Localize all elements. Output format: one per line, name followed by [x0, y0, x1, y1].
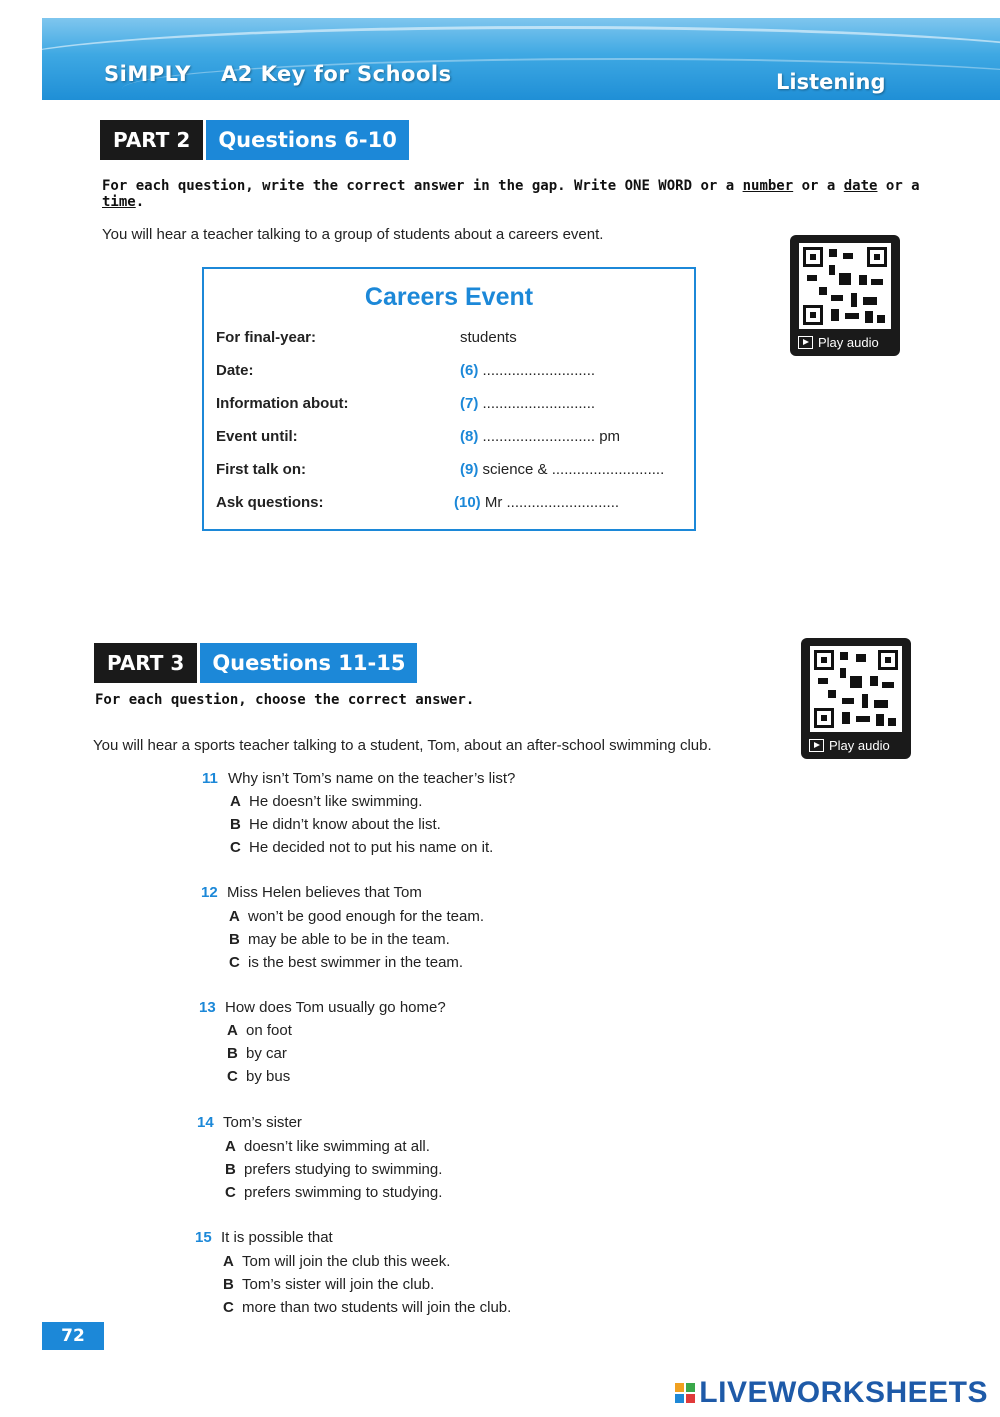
- option-11c[interactable]: [230, 839, 493, 856]
- part3-instruction: For each question, choose the correct answer.: [95, 692, 475, 708]
- option-text: more than two students will join the club.: [242, 1299, 512, 1316]
- option-text: Tom will join the club this week.: [242, 1253, 451, 1270]
- option-text: by bus: [246, 1068, 291, 1085]
- option-15b[interactable]: [223, 1276, 434, 1293]
- question-number: 14: [197, 1114, 214, 1131]
- book-subtitle: A2 Key for Schools: [220, 62, 452, 86]
- option-letter: C: [225, 1184, 236, 1201]
- part3-header: [94, 643, 417, 683]
- option-text: may be able to be in the team.: [248, 931, 450, 948]
- header-banner: [42, 18, 1000, 100]
- form-row: [216, 395, 686, 417]
- option-text: prefers swimming to studying.: [244, 1184, 443, 1201]
- answer-gap-8[interactable]: [460, 428, 620, 445]
- form-label: For final-year:: [216, 329, 317, 346]
- play-icon: [809, 739, 824, 752]
- form-row: [216, 494, 686, 516]
- question-number: 15: [195, 1229, 212, 1246]
- option-letter: C: [227, 1068, 238, 1085]
- option-letter: B: [223, 1276, 234, 1293]
- instruction-text: or a: [793, 178, 844, 194]
- question-number: (10): [454, 494, 481, 511]
- option-12b[interactable]: [229, 931, 450, 948]
- option-13a[interactable]: [227, 1022, 292, 1039]
- instruction-number: number: [742, 178, 794, 194]
- play-audio-label[interactable]: [809, 738, 903, 753]
- liveworksheets-logo: [675, 1376, 988, 1410]
- play-audio-text: Play audio: [829, 738, 890, 753]
- liveworksheets-icon: [675, 1383, 695, 1403]
- option-text: doesn’t like swimming at all.: [244, 1138, 430, 1155]
- instruction-date: date: [843, 178, 878, 194]
- instruction-text: For each question, write the correct answer in the gap. Write ONE WORD or a: [102, 178, 743, 194]
- gap-dots: ........................... pm: [482, 428, 621, 445]
- option-text: won’t be good enough for the team.: [248, 908, 485, 925]
- option-text: Tom’s sister will join the club.: [242, 1276, 435, 1293]
- option-letter: B: [227, 1045, 238, 1062]
- part2-intro: You will hear a teacher talking to a group of students about a careers event.: [102, 226, 604, 243]
- form-row: [216, 362, 686, 384]
- form-row: [216, 428, 686, 450]
- answer-gap-6[interactable]: [460, 362, 595, 379]
- option-11a[interactable]: [230, 793, 422, 810]
- option-letter: A: [225, 1138, 236, 1155]
- book-title: [104, 62, 452, 86]
- instruction-text: or a: [877, 178, 920, 194]
- part3-intro: You will hear a sports teacher talking to a student, Tom, about an after-school swimming club.: [93, 737, 712, 754]
- option-15a[interactable]: [223, 1253, 450, 1270]
- question-number: (6): [460, 362, 479, 379]
- question-text: How does Tom usually go home?: [225, 999, 446, 1016]
- option-letter: A: [229, 908, 240, 925]
- form-row: [216, 461, 686, 483]
- question-number: 12: [201, 884, 218, 901]
- option-text: He decided not to put his name on it.: [249, 839, 494, 856]
- part3-label: PART 3: [94, 643, 197, 683]
- option-11b[interactable]: [230, 816, 441, 833]
- gap-dots: science & ...........................: [482, 461, 665, 478]
- answer-gap-9[interactable]: [460, 461, 664, 478]
- option-letter: C: [230, 839, 241, 856]
- answer-gap-7[interactable]: [460, 395, 595, 412]
- question-number: (7): [460, 395, 479, 412]
- question-14: [197, 1114, 302, 1131]
- option-12c[interactable]: [229, 954, 463, 971]
- page-number: 72: [42, 1322, 104, 1350]
- question-text: Tom’s sister: [223, 1114, 302, 1131]
- liveworksheets-text: LIVEWORKSHEETS: [699, 1376, 988, 1409]
- gap-dots: ...........................: [482, 395, 596, 412]
- question-11: [202, 770, 515, 787]
- qr-code-icon: [810, 646, 902, 732]
- question-number: (9): [460, 461, 479, 478]
- option-14c[interactable]: [225, 1184, 442, 1201]
- option-13b[interactable]: [227, 1045, 287, 1062]
- part2-label: PART 2: [100, 120, 203, 160]
- answer-gap-10[interactable]: [454, 494, 619, 511]
- gap-dots: Mr ...........................: [484, 494, 620, 511]
- option-letter: C: [223, 1299, 234, 1316]
- question-text: Miss Helen believes that Tom: [227, 884, 422, 901]
- instruction-time: time: [102, 194, 136, 210]
- option-letter: A: [223, 1253, 234, 1270]
- option-15c[interactable]: [223, 1299, 511, 1316]
- instruction-text: .: [135, 194, 145, 210]
- option-letter: B: [230, 816, 241, 833]
- gap-dots: ...........................: [482, 362, 596, 379]
- qr-audio-part2[interactable]: [790, 235, 900, 356]
- option-letter: A: [230, 793, 241, 810]
- brand-name: SiMPLY: [104, 62, 191, 86]
- question-text: Why isn’t Tom’s name on the teacher’s list?: [228, 770, 516, 787]
- question-number: 11: [202, 770, 218, 787]
- option-text: He didn’t know about the list.: [249, 816, 441, 833]
- option-letter: B: [229, 931, 240, 948]
- qr-audio-part3[interactable]: [801, 638, 911, 759]
- option-letter: A: [227, 1022, 238, 1039]
- question-number: (8): [460, 428, 479, 445]
- box-title: Careers Event: [364, 283, 534, 311]
- option-letter: C: [229, 954, 240, 971]
- question-number: 13: [199, 999, 216, 1016]
- option-14a[interactable]: [225, 1138, 430, 1155]
- qr-code-icon: [799, 243, 891, 329]
- form-label: Information about:: [216, 395, 349, 412]
- form-label: Date:: [216, 362, 254, 379]
- option-letter: B: [225, 1161, 236, 1178]
- question-text: It is possible that: [221, 1229, 333, 1246]
- part2-questions: Questions 6-10: [206, 120, 409, 160]
- form-label: First talk on:: [216, 461, 307, 478]
- option-13c[interactable]: [227, 1068, 290, 1085]
- question-13: [199, 999, 446, 1016]
- form-value-text: students: [460, 329, 517, 346]
- option-text: on foot: [246, 1022, 292, 1039]
- form-row: [216, 329, 686, 351]
- part3-questions: Questions 11-15: [200, 643, 417, 683]
- part2-header: [100, 120, 409, 160]
- option-14b[interactable]: [225, 1161, 442, 1178]
- option-text: prefers studying to swimming.: [244, 1161, 443, 1178]
- play-audio-label[interactable]: [798, 335, 892, 350]
- option-text: by car: [246, 1045, 287, 1062]
- form-label: Ask questions:: [216, 494, 324, 511]
- play-audio-text: Play audio: [818, 335, 879, 350]
- play-icon: [798, 336, 813, 349]
- question-15: [195, 1229, 333, 1246]
- part2-instruction: [102, 178, 962, 210]
- careers-event-box: [202, 267, 696, 531]
- option-12a[interactable]: [229, 908, 484, 925]
- form-label: Event until:: [216, 428, 298, 445]
- option-text: is the best swimmer in the team.: [248, 954, 464, 971]
- section-title: Listening: [776, 70, 886, 94]
- question-12: [201, 884, 422, 901]
- option-text: He doesn’t like swimming.: [249, 793, 423, 810]
- form-value: [460, 329, 517, 346]
